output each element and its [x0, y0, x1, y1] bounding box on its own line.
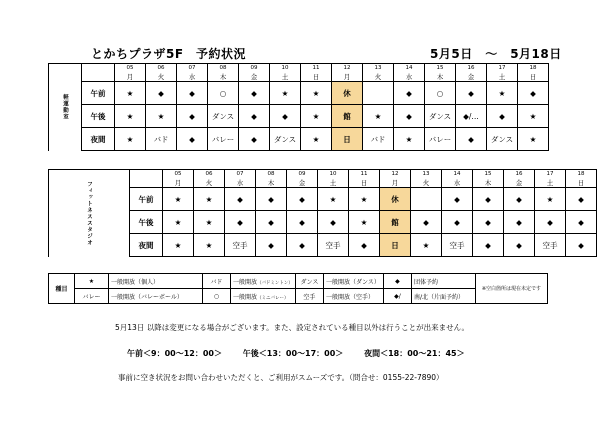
date-range: 5月5日 ～ 5月18日 [430, 47, 562, 61]
legend-desc: 団体予約 [411, 274, 475, 289]
schedule-cell: 日 [332, 128, 363, 151]
schedule-cell: ★ [146, 105, 177, 128]
schedule-cell: ◆ [349, 234, 380, 257]
slot-label: 午前 [130, 188, 163, 211]
legend-table [48, 273, 548, 304]
schedule-cell: ★ [411, 234, 442, 257]
schedule-cell: 空手 [318, 234, 349, 257]
weekday-header: 日 [301, 72, 332, 82]
schedule-cell: ★ [318, 188, 349, 211]
schedule-cell: 空手 [225, 234, 256, 257]
schedule-cell: ◆ [177, 105, 208, 128]
legend-note: ※空白箇所は現在未定です [475, 274, 547, 304]
date-header: 10 [270, 64, 301, 73]
schedule-cell: ◆ [225, 188, 256, 211]
date-header: 16 [456, 64, 487, 73]
weekday-header: 日 [518, 72, 549, 82]
date-header: 05 [163, 170, 194, 179]
contact-text: 事前に空き状況をお問い合わせいただくと、ご利用がスムーズです。（問合せ：0155-22-7890） [118, 373, 444, 382]
date-header: 18 [566, 170, 597, 179]
schedule-cell: ◆ [287, 234, 318, 257]
schedule-cell: ◆ [456, 128, 487, 151]
weekday-header: 月 [163, 178, 194, 188]
schedule-cell: ◆ [566, 188, 597, 211]
schedule-cell: バレー [208, 128, 239, 151]
schedule-cell: ★ [518, 128, 549, 151]
schedule-cell: ★ [115, 82, 146, 105]
weekday-header: 月 [332, 72, 363, 82]
date-header: 15 [425, 64, 456, 73]
schedule-cell: ★ [163, 234, 194, 257]
schedule-cell: 休 [380, 188, 411, 211]
date-header: 11 [349, 170, 380, 179]
schedule-cell: ◆ [256, 234, 287, 257]
schedule-cell: バド [363, 128, 394, 151]
weekday-header: 木 [473, 178, 504, 188]
schedule-cell [411, 188, 442, 211]
schedule-cell: ◆ [318, 211, 349, 234]
weekday-header: 土 [318, 178, 349, 188]
schedule-cell: ◆ [566, 211, 597, 234]
schedule-cell: ★ [115, 128, 146, 151]
schedule-cell: ★ [301, 105, 332, 128]
weekday-header: 金 [456, 72, 487, 82]
schedule-cell: ◆ [225, 211, 256, 234]
slot-label: 午前 [82, 82, 115, 105]
schedule-cell: ○ [208, 82, 239, 105]
schedule-cell: ◆ [442, 188, 473, 211]
legend-desc: 一般開放（ダンス） [323, 274, 383, 289]
date-header: 07 [177, 64, 208, 73]
date-header: 14 [442, 170, 473, 179]
weekday-header: 土 [270, 72, 301, 82]
weekday-header: 木 [208, 72, 239, 82]
weekday-header: 木 [256, 178, 287, 188]
schedule-cell: 空手 [442, 234, 473, 257]
weekday-header: 水 [394, 72, 425, 82]
schedule-cell: ★ [349, 211, 380, 234]
schedule-cell: ◆ [256, 211, 287, 234]
schedule-cell: ◆ [504, 188, 535, 211]
schedule-cell: 館 [380, 211, 411, 234]
legend-mark: ダンス [295, 274, 323, 289]
schedule-cell: ◆ [487, 105, 518, 128]
schedule-cell: ◆ [411, 211, 442, 234]
schedule-cell: ◆ [239, 105, 270, 128]
time-afternoon: 午後＜13：00～17：00＞ [242, 349, 344, 358]
schedule-cell: ★ [363, 105, 394, 128]
corner-cell [130, 170, 163, 188]
weekday-header: 木 [425, 72, 456, 82]
notice-text: 5月13日 以降は変更になる場合がございます。また、設定されている種目以外は行うことが出来ません。 [115, 323, 470, 332]
weekday-header: 日 [349, 178, 380, 188]
legend-header: 種目 [49, 274, 75, 304]
schedule-cell: ★ [301, 82, 332, 105]
weekday-header: 月 [380, 178, 411, 188]
weekday-header: 水 [225, 178, 256, 188]
weekday-header: 水 [442, 178, 473, 188]
date-header: 08 [208, 64, 239, 73]
slot-label: 午後 [130, 211, 163, 234]
date-header: 15 [473, 170, 504, 179]
schedule-cell: ★ [194, 211, 225, 234]
schedule-cell: ○ [425, 82, 456, 105]
date-header: 09 [287, 170, 318, 179]
date-header: 13 [411, 170, 442, 179]
legend-mark: バレー [75, 289, 109, 304]
schedule-cell: ◆ [442, 211, 473, 234]
schedule-cell: ◆ [256, 188, 287, 211]
page-title: とかちプラザ5F 予約状況 [91, 47, 247, 61]
date-header: 12 [380, 170, 411, 179]
weekday-header: 火 [363, 72, 394, 82]
room-name: フィットネススタジオ [49, 170, 130, 257]
weekday-header: 火 [411, 178, 442, 188]
schedule-cell: ◆ [504, 211, 535, 234]
schedule-cell: ◆ [394, 82, 425, 105]
schedule-cell [363, 82, 394, 105]
legend-desc: 一般開放（バドミントン） [231, 274, 296, 289]
schedule-cell: ★ [349, 188, 380, 211]
date-header: 07 [225, 170, 256, 179]
schedule-cell: ◆ [504, 234, 535, 257]
schedule-cell: ◆ [394, 105, 425, 128]
schedule-cell: ◆ [456, 82, 487, 105]
time-slots [127, 348, 483, 359]
legend-desc: 一般開放（ミニバレー） [231, 289, 296, 304]
weekday-header: 金 [239, 72, 270, 82]
time-night: 夜間＜18：00～21：45＞ [364, 349, 465, 358]
legend-desc: 一般開放（空手） [323, 289, 383, 304]
legend-mark: ◆ [383, 274, 411, 289]
weekday-header: 金 [287, 178, 318, 188]
time-morning: 午前＜9：00～12：00＞ [127, 349, 222, 358]
weekday-header: 火 [194, 178, 225, 188]
weekday-header: 水 [177, 72, 208, 82]
schedule-cell: ◆ [287, 211, 318, 234]
date-header: 17 [535, 170, 566, 179]
slot-label: 午後 [82, 105, 115, 128]
schedule-cell: ◆ [566, 234, 597, 257]
schedule-cell: ★ [163, 188, 194, 211]
schedule-cell: ◆ [518, 82, 549, 105]
legend-mark: バド [203, 274, 231, 289]
schedule-cell: ◆/… [456, 105, 487, 128]
schedule-cell: ★ [115, 105, 146, 128]
weekday-header: 土 [487, 72, 518, 82]
schedule-cell: ◆ [473, 234, 504, 257]
schedule-cell: ★ [301, 128, 332, 151]
slot-label: 夜間 [82, 128, 115, 151]
legend-mark: ○ [203, 289, 231, 304]
date-header: 05 [115, 64, 146, 73]
schedule-cell: ◆ [287, 188, 318, 211]
schedule-cell: ◆ [177, 82, 208, 105]
weekday-header: 金 [504, 178, 535, 188]
date-header: 06 [146, 64, 177, 73]
schedule-cell: 空手 [535, 234, 566, 257]
room-name: 軽運動室 [49, 64, 82, 151]
schedule-cell: ◆ [146, 82, 177, 105]
date-header: 08 [256, 170, 287, 179]
legend-desc: 一般開放（個人） [109, 274, 203, 289]
schedule-cell: ◆ [239, 128, 270, 151]
schedule-cell: ★ [270, 82, 301, 105]
schedule-cell: ★ [394, 128, 425, 151]
schedule-cell: 休 [332, 82, 363, 105]
schedule-cell: ★ [535, 188, 566, 211]
weekday-header: 日 [566, 178, 597, 188]
schedule-cell: 日 [380, 234, 411, 257]
date-header: 10 [318, 170, 349, 179]
schedule-table-light-exercise-room [48, 63, 549, 151]
schedule-cell: ★ [518, 105, 549, 128]
corner-cell [82, 64, 115, 82]
date-header: 12 [332, 64, 363, 73]
schedule-cell: ダンス [270, 128, 301, 151]
schedule-cell: ★ [163, 211, 194, 234]
date-header: 14 [394, 64, 425, 73]
schedule-cell: バド [146, 128, 177, 151]
legend-mark: ★ [75, 274, 109, 289]
legend-desc: 一般開放（バレーボール） [109, 289, 203, 304]
date-header: 09 [239, 64, 270, 73]
schedule-cell: ★ [487, 82, 518, 105]
date-header: 06 [194, 170, 225, 179]
schedule-cell: ◆ [177, 128, 208, 151]
date-header: 11 [301, 64, 332, 73]
schedule-cell: ◆ [270, 105, 301, 128]
weekday-header: 月 [115, 72, 146, 82]
schedule-cell: ◆ [473, 188, 504, 211]
slot-label: 夜間 [130, 234, 163, 257]
weekday-header: 火 [146, 72, 177, 82]
date-header: 17 [487, 64, 518, 73]
schedule-cell: ★ [194, 234, 225, 257]
schedule-cell: バレー [425, 128, 456, 151]
schedule-cell: 館 [332, 105, 363, 128]
date-header: 18 [518, 64, 549, 73]
schedule-cell: ダンス [208, 105, 239, 128]
schedule-cell: ◆ [535, 211, 566, 234]
schedule-cell: ★ [194, 188, 225, 211]
legend-mark: ◆/ [383, 289, 411, 304]
schedule-cell: ◆ [473, 211, 504, 234]
schedule-cell: ダンス [487, 128, 518, 151]
schedule-cell: ◆ [239, 82, 270, 105]
legend-mark: 空手 [295, 289, 323, 304]
weekday-header: 土 [535, 178, 566, 188]
schedule-table-fitness-studio [48, 169, 597, 257]
legend-desc: 南/北（片面予約） [411, 289, 475, 304]
schedule-cell: ダンス [425, 105, 456, 128]
date-header: 13 [363, 64, 394, 73]
date-header: 16 [504, 170, 535, 179]
